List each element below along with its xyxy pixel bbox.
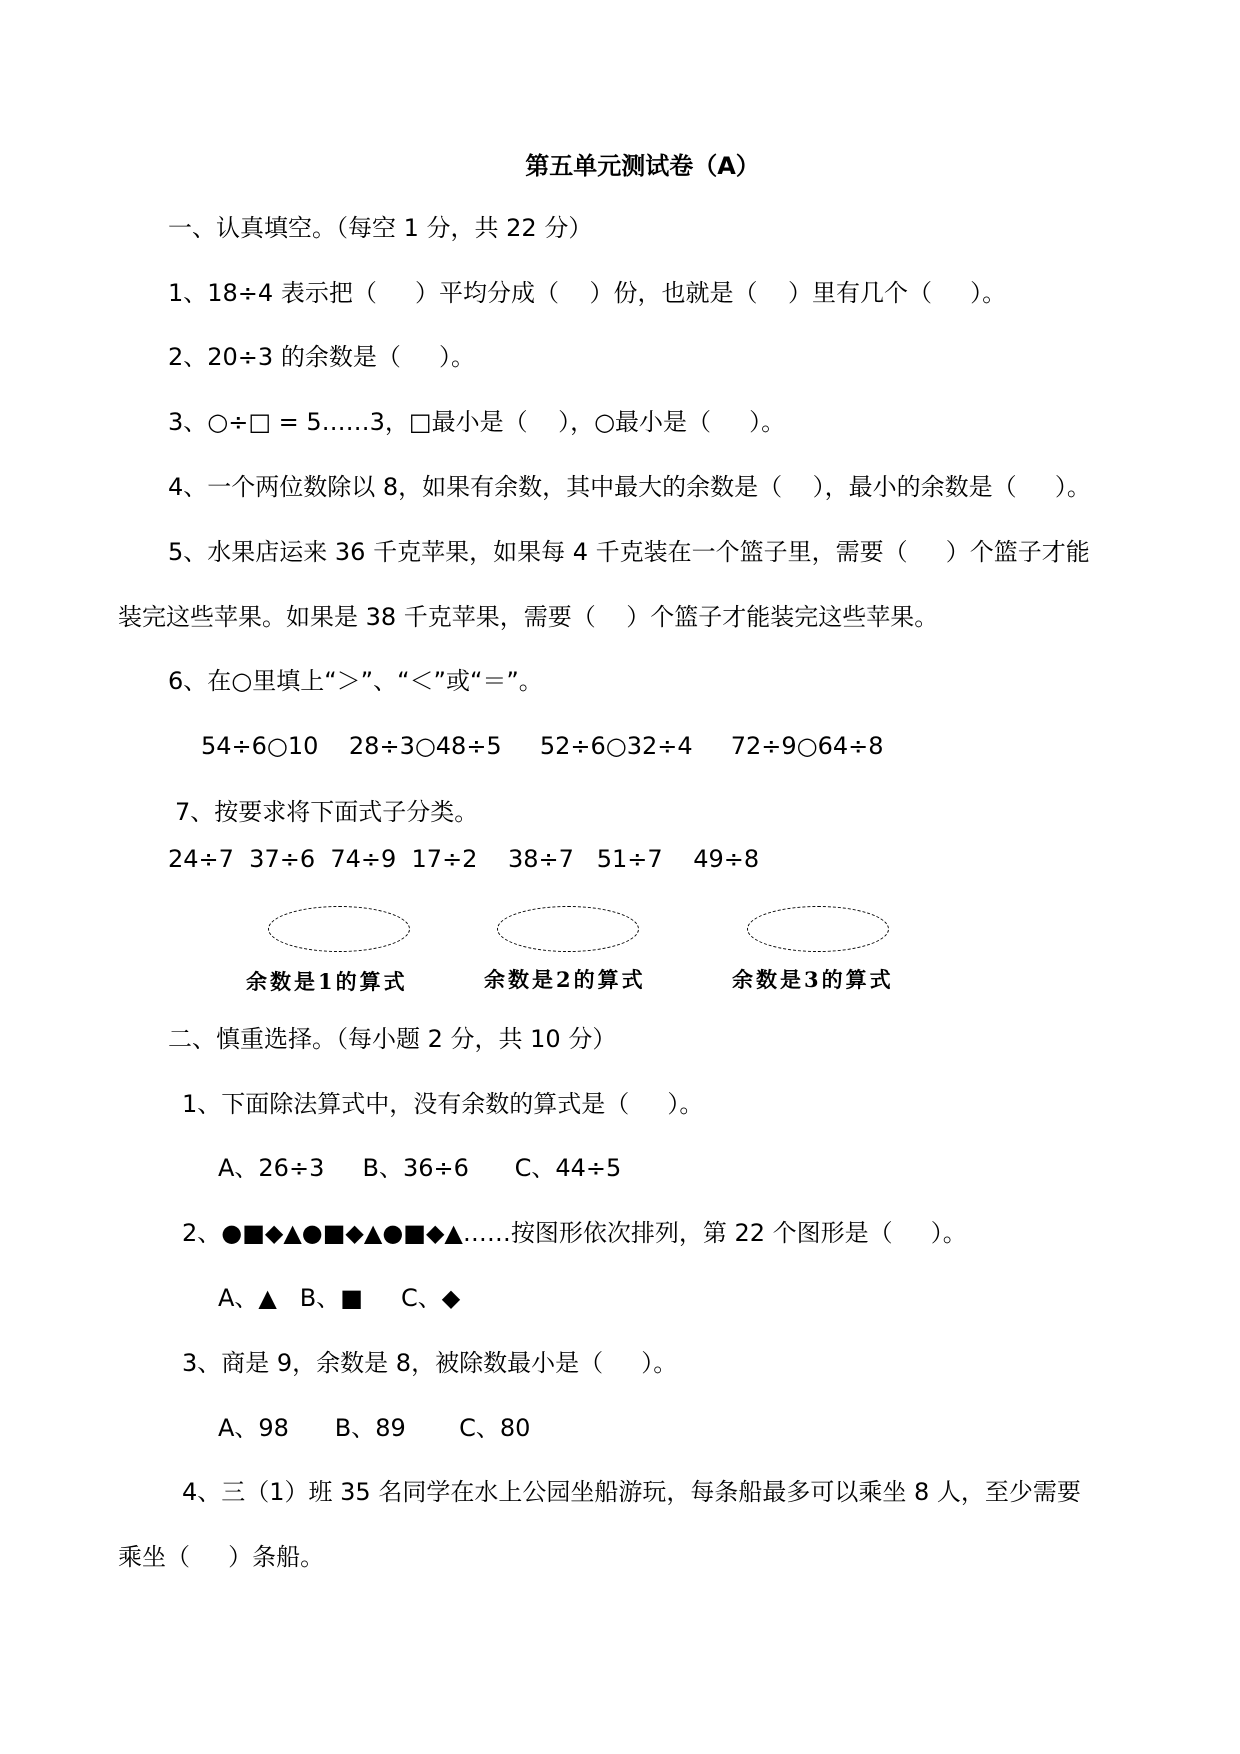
s1-question-1: 1、18÷4 表示把（ ）平均分成（ ）份，也就是（ ）里有几个（ ）。 [168, 279, 1007, 307]
answer-oval-remainder-2 [497, 906, 639, 952]
s1-question-5-line1: 5、水果店运来 36 千克苹果，如果每 4 千克装在一个篮子里，需要（ ）个篮子才能 [168, 538, 1090, 566]
answer-oval-remainder-3 [747, 906, 889, 952]
s1-question-7: 7、按要求将下面式子分类。 [175, 798, 479, 826]
s2-question-1: 1、下面除法算式中，没有余数的算式是（ ）。 [182, 1090, 704, 1118]
s1-question-2: 2、20÷3 的余数是（ ）。 [168, 343, 475, 371]
s1-question-6: 6、在○里填上“＞”、“＜”或“＝”。 [168, 667, 543, 695]
section1-heading: 一、认真填空。（每空 1 分，共 22 分） [168, 214, 593, 242]
oval-label-remainder-2: 余数是2的算式 [484, 967, 646, 992]
section2-heading: 二、慎重选择。（每小题 2 分，共 10 分） [168, 1025, 617, 1053]
s2-question-4-line1: 4、三（1）班 35 名同学在水上公园坐船游玩，每条船最多可以乘坐 8 人，至少需要 [182, 1478, 1081, 1506]
s2-question-3-options: A、98 B、89 C、80 [218, 1414, 531, 1442]
s1-question-4: 4、一个两位数除以 8，如果有余数，其中最大的余数是（ ），最小的余数是（ ）。 [168, 473, 1091, 501]
oval-label-remainder-3: 余数是3的算式 [732, 967, 894, 992]
page-title: 第五单元测试卷（A） [525, 152, 760, 180]
s2-question-2: 2、●■◆▲●■◆▲●■◆▲……按图形依次排列，第 22 个图形是（ ）。 [182, 1219, 967, 1247]
s1-question-5-line2: 装完这些苹果。如果是 38 千克苹果，需要（ ）个篮子才能装完这些苹果。 [118, 603, 939, 631]
s2-question-2-options: A、▲ B、■ C、◆ [218, 1284, 461, 1312]
s2-question-1-options: A、26÷3 B、36÷6 C、44÷5 [218, 1154, 622, 1182]
oval-label-remainder-1: 余数是1的算式 [246, 969, 408, 994]
s2-question-4-line2: 乘坐（ ）条船。 [118, 1543, 325, 1571]
s1-question-6-expressions: 54÷6○10 28÷3○48÷5 52÷6○32÷4 72÷9○64÷8 [201, 732, 884, 760]
s1-question-7-expressions: 24÷7 37÷6 74÷9 17÷2 38÷7 51÷7 49÷8 [168, 845, 760, 873]
s2-question-3: 3、商是 9，余数是 8，被除数最小是（ ）。 [182, 1349, 678, 1377]
s1-question-3: 3、○÷□ = 5……3，□最小是（ ），○最小是（ ）。 [168, 408, 786, 436]
answer-oval-remainder-1 [268, 906, 410, 952]
